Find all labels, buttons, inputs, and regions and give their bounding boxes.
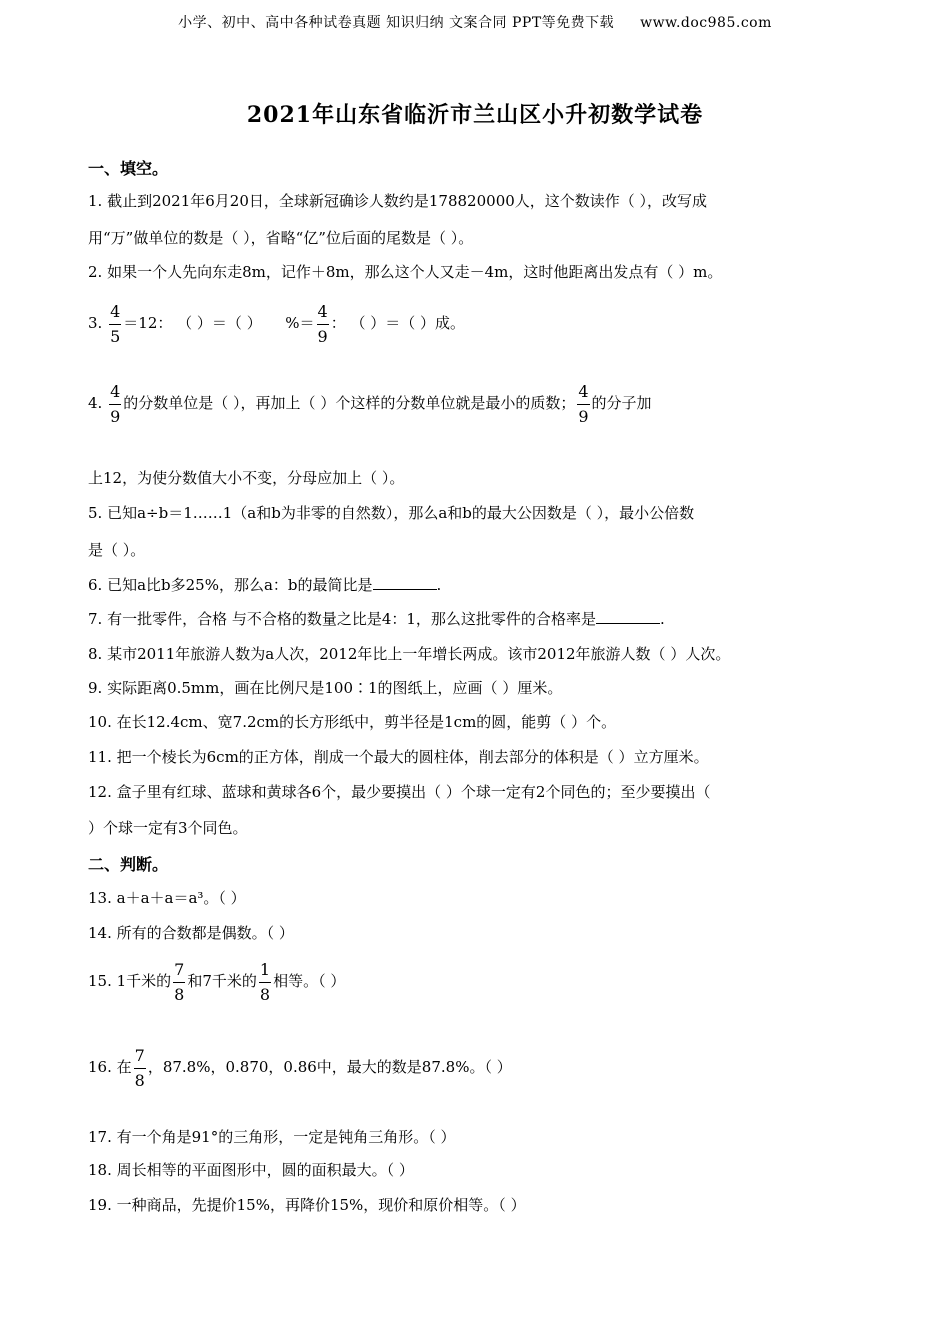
question-1-line-1: 1. 截止到2021年6月20日，全球新冠确诊人数约是178820000人，这个数读作（ ），改写成 xyxy=(88,192,708,210)
question-19: 19. 一种商品，先提价15%，再降价15%，现价和原价相等。（ ） xyxy=(88,1196,526,1214)
fraction-4-5 xyxy=(109,301,121,348)
question-4-text-2: 的分子加 xyxy=(591,394,652,412)
fraction-4-9-second xyxy=(577,381,589,428)
question-6-text: 6. 已知a比b多25%，那么a：b的最简比是 xyxy=(88,576,373,594)
question-18: 18. 周长相等的平面图形中，圆的面积最大。（ ） xyxy=(88,1161,414,1179)
question-2: 2. 如果一个人先向东走8m，记作＋8m，那么这个人又走－4m，这时他距离出发点有（ ）m。 xyxy=(88,263,723,281)
fraction-7-8 xyxy=(134,1045,146,1092)
fraction-denominator: 8 xyxy=(174,984,185,1004)
question-12-line-2: ）个球一定有3个同色。 xyxy=(88,819,248,837)
question-7-text: 7. 有一批零件，合格 与不合格的数量之比是4：1，那么这批零件的合格率是 xyxy=(88,610,596,628)
question-15-text-0: 15. 1千米的 xyxy=(88,972,172,990)
question-6-end: . xyxy=(436,576,442,594)
section-true-false: 二、判断。 xyxy=(88,855,169,874)
question-14: 14. 所有的合数都是偶数。（ ） xyxy=(88,924,294,942)
fraction-numerator: 4 xyxy=(317,301,328,321)
fraction-bar xyxy=(173,982,185,983)
answer-blank[interactable] xyxy=(596,609,660,624)
question-4-line-2: 上12，为使分数值大小不变，分母应加上（ ）。 xyxy=(88,469,405,487)
question-7 xyxy=(88,609,665,629)
fraction-denominator: 9 xyxy=(110,406,121,426)
question-15-text-1: 和7千米的 xyxy=(187,972,257,990)
page-header xyxy=(0,12,950,32)
question-3-text-4: ： xyxy=(330,314,346,332)
question-3-text-2: （ ）＝（ ） xyxy=(177,314,262,332)
question-17: 17. 有一个角是91°的三角形，一定是钝角三角形。（ ） xyxy=(88,1128,456,1146)
fraction-numerator: 4 xyxy=(110,301,121,321)
fraction-denominator: 9 xyxy=(578,406,589,426)
question-3-text-5: （ ）＝（ ）成。 xyxy=(350,314,466,332)
question-12-line-1: 12. 盒子里有红球、蓝球和黄球各6个，最少要摸出（ ）个球一定有2个同色的；至少要摸出（ xyxy=(88,783,711,801)
question-15 xyxy=(88,958,345,1006)
fraction-bar xyxy=(317,324,329,325)
header-url[interactable]: www.doc985.com xyxy=(640,15,772,31)
fraction-bar xyxy=(134,1068,146,1069)
question-7-end: . xyxy=(659,610,665,628)
question-3-text-3: %＝ xyxy=(285,314,315,332)
question-6 xyxy=(88,575,441,595)
question-16 xyxy=(88,1044,512,1092)
fraction-denominator: 8 xyxy=(259,984,271,1004)
question-8: 8. 某市2011年旅游人数为a人次，2012年比上一年增长两成。该市2012年旅游人数（ ）人次。 xyxy=(88,645,731,663)
fraction-bar xyxy=(259,982,271,983)
question-9: 9. 实际距离0.5mm，画在比例尺是100∶1的图纸上，应画（ ）厘米。 xyxy=(88,679,563,697)
question-5-line-1: 5. 已知a÷b＝1……1（a和b为非零的自然数），那么a和b的最大公因数是（ ），最小公倍数 xyxy=(88,504,695,522)
fraction-numerator: 1 xyxy=(259,959,271,979)
fraction-numerator: 7 xyxy=(134,1045,145,1065)
fraction-7-8 xyxy=(173,959,185,1006)
question-4 xyxy=(88,380,652,428)
question-4-number: 4. xyxy=(88,394,103,412)
question-11: 11. 把一个棱长为6cm的正方体，削成一个最大的圆柱体，削去部分的体积是（ ）立方厘米。 xyxy=(88,748,709,766)
question-3-text-1: ＝12： xyxy=(123,314,173,332)
fraction-denominator: 8 xyxy=(134,1070,145,1090)
answer-blank[interactable] xyxy=(373,575,437,590)
page-title: 2021年山东省临沂市兰山区小升初数学试卷 xyxy=(246,102,704,128)
question-3 xyxy=(88,300,465,348)
fraction-numerator: 4 xyxy=(110,381,121,401)
header-text: 小学、初中、高中各种试卷真题 知识归纳 文案合同 PPT等免费下载 xyxy=(178,15,615,31)
fraction-bar xyxy=(109,324,121,325)
fraction-denominator: 5 xyxy=(110,326,121,346)
fraction-numerator: 4 xyxy=(578,381,589,401)
question-13: 13. a＋a＋a＝a³。（ ） xyxy=(88,889,246,907)
fraction-1-8 xyxy=(259,959,271,1006)
fraction-bar xyxy=(109,404,121,405)
fraction-numerator: 7 xyxy=(174,959,185,979)
question-15-text-2: 相等。（ ） xyxy=(273,972,346,990)
question-5-line-2: 是（ ）。 xyxy=(88,541,146,559)
fraction-4-9 xyxy=(317,301,329,348)
question-16-text-1: ，87.8%，0.870，0.86中，最大的数是87.8%。（ ） xyxy=(147,1058,512,1076)
fraction-4-9 xyxy=(109,381,121,428)
question-10: 10. 在长12.4cm、宽7.2cm的长方形纸中，剪半径是1cm的圆，能剪（ ）个。 xyxy=(88,713,617,731)
section-fill-in: 一、填空。 xyxy=(88,159,169,178)
fraction-denominator: 9 xyxy=(317,326,328,346)
question-4-text-1: 的分数单位是（ ），再加上（ ）个这样的分数单位就是最小的质数； xyxy=(123,394,576,412)
question-16-text-0: 16. 在 xyxy=(88,1058,132,1076)
question-1-line-2: 用“万”做单位的数是（ ），省略“亿”位后面的尾数是（ ）。 xyxy=(88,229,474,247)
question-3-number: 3. xyxy=(88,314,103,332)
fraction-bar xyxy=(577,404,589,405)
